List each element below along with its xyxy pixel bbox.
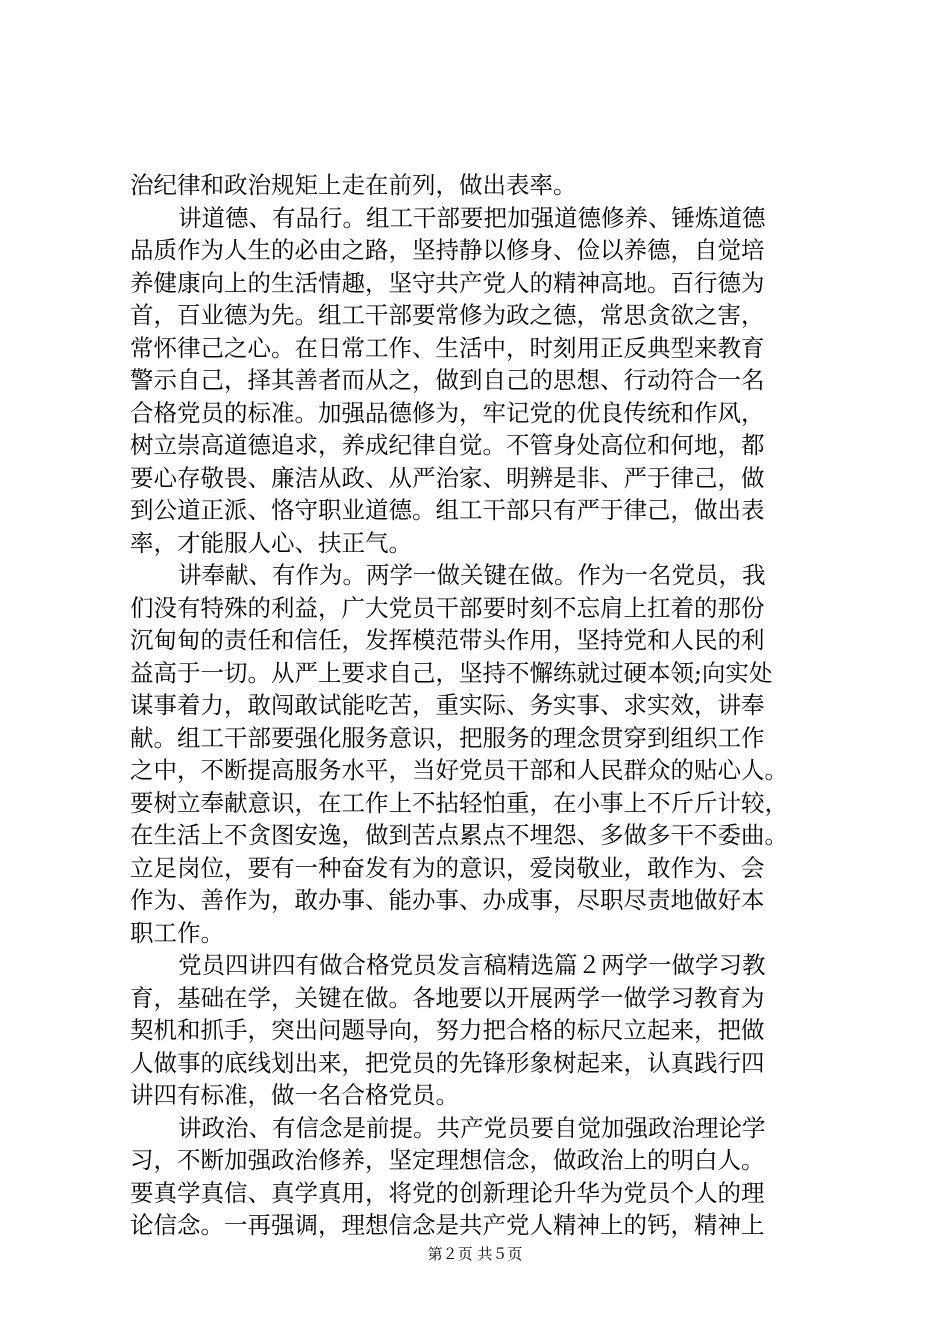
- text-line: 人做事的底线划出来，把党员的先锋形象树起来，认真践行四: [130, 1048, 765, 1077]
- text-line: 常怀律己之心。在日常工作、生活中，时刻用正反典型来教育: [130, 333, 765, 362]
- paragraph-first-line: 党员四讲四有做合格党员发言稿精选篇２两学一做学习教: [178, 951, 766, 979]
- text-line: 育，基础在学，关键在做。各地要以开展两学一做学习教育为: [130, 983, 765, 1012]
- text-line: 益高于一切。从严上要求自己，坚持不懈练就过硬本领;向实处: [130, 658, 773, 687]
- text-line: 警示自己，择其善者而从之，做到自己的思想、行动符合一名: [130, 366, 765, 394]
- text-line: 品质作为人生的必由之路，坚持静以修身、俭以养德，自觉培: [130, 236, 765, 264]
- text-line: 治纪律和政治规矩上走在前列，做出表率。: [130, 171, 577, 199]
- text-line: 立足岗位，要有一种奋发有为的意识，爱岗敬业，敢作为、会: [130, 853, 765, 882]
- text-line: 在生活上不贪图安逸，做到苦点累点不埋怨、多做多干不委曲。: [130, 821, 788, 849]
- text-line: 率，才能服人心、扶正气。: [130, 528, 412, 557]
- paragraph-first-line: 讲奉献、有作为。两学一做关键在做。作为一名党员，我: [178, 561, 766, 589]
- document-body: [130, 169, 835, 1242]
- text-line: 要树立奉献意识，在工作上不拈轻怕重，在小事上不斤斤计较，: [130, 788, 788, 817]
- text-line: 树立崇高道德追求，养成纪律自觉。不管身处高位和何地，都: [130, 431, 765, 459]
- text-line: 要心存敬畏、廉洁从政、从严治家、明辨是非、严于律己，做: [130, 463, 765, 492]
- text-line: 讲四有标准，做一名合格党员。: [130, 1081, 459, 1109]
- text-line: 养健康向上的生活情趣，坚守共产党人的精神高地。百行德为: [130, 268, 765, 297]
- text-line: 到公道正派、恪守职业道德。组工干部只有严于律己，做出表: [130, 496, 765, 524]
- text-line: 职工作。: [130, 918, 224, 947]
- text-line: 论信念。一再强调，理想信念是共产党人精神上的钙，精神上: [130, 1211, 765, 1239]
- text-line: 献。组工干部要强化服务意识，把服务的理念贯穿到组织工作: [130, 723, 765, 752]
- text-line: 们没有特殊的利益，广大党员干部要时刻不忘肩上扛着的那份: [130, 593, 765, 622]
- paragraph-first-line: 讲政治、有信念是前提。共产党员要自觉加强政治理论学: [178, 1113, 766, 1142]
- text-line: 作为、善作为，敢办事、能办事、办成事，尽职尽责地做好本: [130, 886, 765, 914]
- text-line: 合格党员的标准。加强品德修为，牢记党的优良传统和作风，: [130, 398, 765, 427]
- page-footer: 第２页 共５页: [427, 1245, 523, 1263]
- text-line: 习，不断加强政治修养，坚定理想信念，做政治上的明白人。: [130, 1146, 765, 1174]
- paragraph-first-line: 讲道德、有品行。组工干部要把加强道德修养、锤炼道德: [178, 203, 766, 232]
- text-line: 要真学真信、真学真用，将党的创新理论升华为党员个人的理: [130, 1178, 765, 1207]
- text-line: 谋事着力，敢闯敢试能吃苦，重实际、务实事、求实效，讲奉: [130, 691, 765, 719]
- text-line: 首，百业德为先。组工干部要常修为政之德，常思贪欲之害，: [130, 301, 765, 329]
- text-line: 契机和抓手，突出问题导向，努力把合格的标尺立起来，把做: [130, 1016, 765, 1044]
- text-line: 之中，不断提高服务水平，当好党员干部和人民群众的贴心人。: [130, 756, 788, 784]
- text-line: 沉甸甸的责任和信任，发挥模范带头作用，坚持党和人民的利: [130, 626, 765, 654]
